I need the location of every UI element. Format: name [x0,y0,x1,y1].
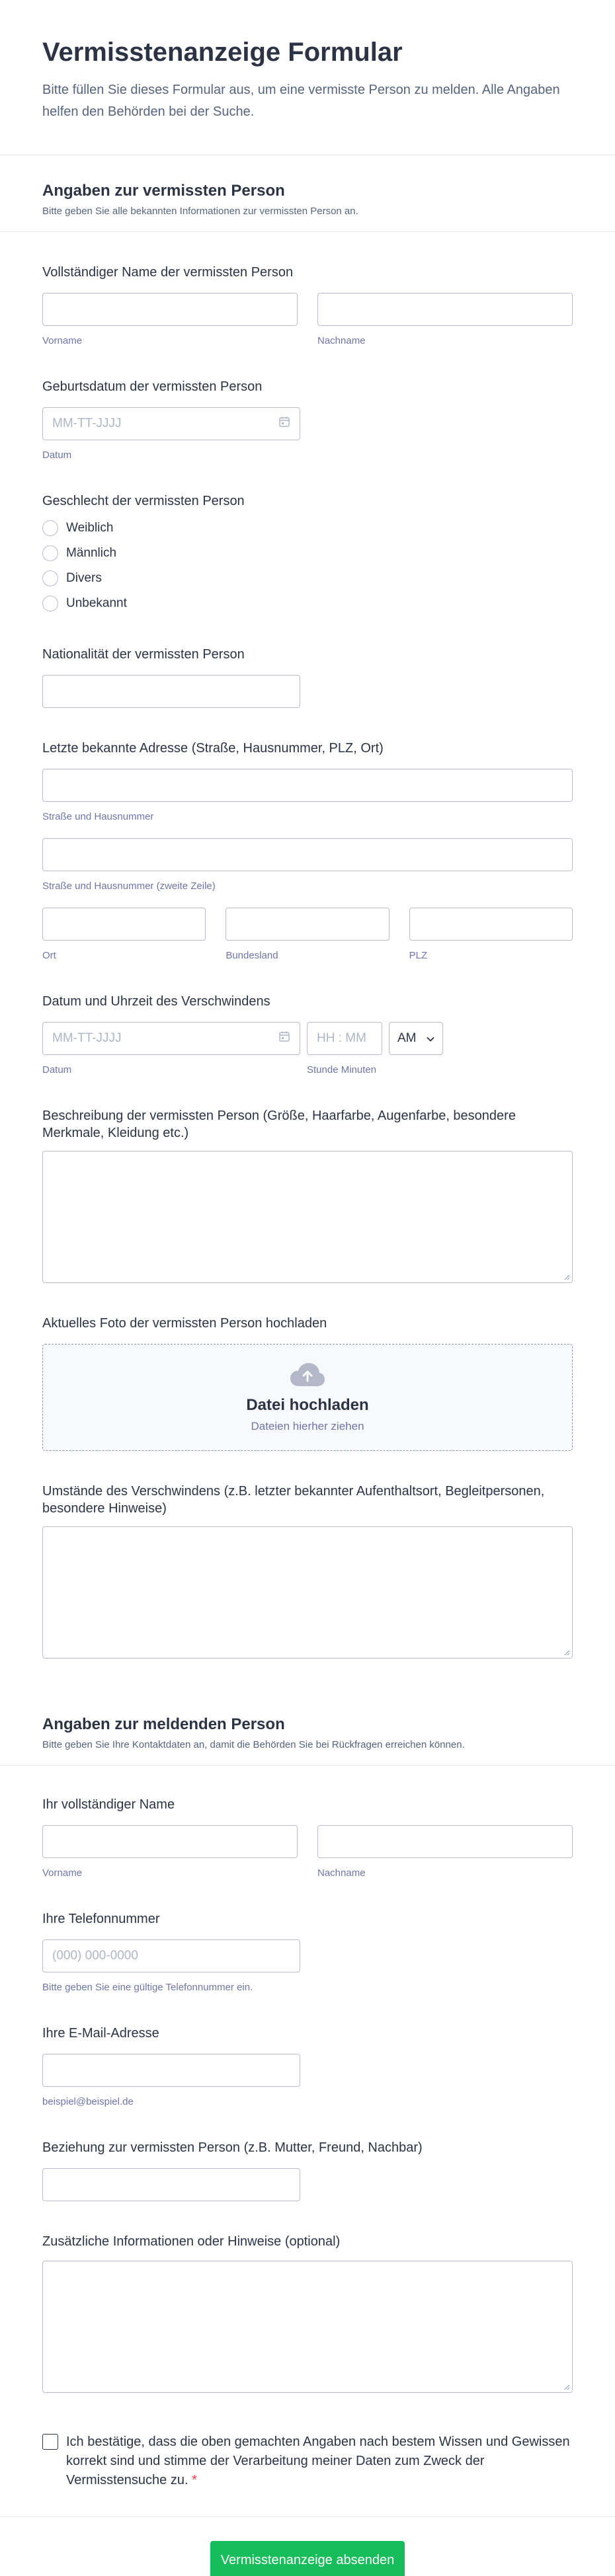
reporter-name-field [0,1796,615,1879]
disappearance-time-sublabel: Stunde Minuten [307,1064,377,1075]
section-subtitle: Bitte geben Sie Ihre Kontaktdaten an, damit die Behörden Sie bei Rückfragen erreichen können. [42,1739,465,1750]
section-title: Angaben zur vermissten Person [42,182,285,200]
radio-circle[interactable] [42,570,58,586]
reporter-name-label: Ihr vollständiger Name [42,1797,175,1812]
address-label: Letzte bekannte Adresse (Straße, Hausnummer, PLZ, Ort) [42,741,384,756]
calendar-icon[interactable] [278,416,290,432]
section-subtitle: Bitte geben Sie alle bekannten Informationen zur vermissten Person an. [42,206,358,217]
description-label: Beschreibung der vermissten Person (Größe, Haarfarbe, Augenfarbe, besondere Merkmale, Kleidung etc.) [42,1109,516,1140]
phone-input[interactable] [42,1939,300,1972]
last-name-input[interactable] [317,293,573,326]
description-field [0,1107,615,1283]
state-sublabel: Bundesland [226,950,278,961]
form-header [0,0,615,155]
birthdate-input[interactable] [42,407,300,440]
gender-option-label: Divers [66,571,102,585]
consent-label: Ich bestätige, dass die oben gemachten Angaben nach bestem Wissen und Gewissen korrekt sind und stimme der Verarbeitung meiner Daten zum Zweck der Vermisstensuche zu. [66,2435,570,2487]
gender-option-label: Männlich [66,546,117,560]
disappearance-date-sublabel: Datum [42,1064,72,1075]
chevron-down-icon [427,1031,434,1046]
first-name-input[interactable] [42,293,298,326]
consent-field [0,2433,615,2490]
reporter-first-name-input[interactable] [42,1825,298,1858]
disappearance-field [0,993,615,1075]
radio-circle[interactable] [42,596,58,611]
resize-handle-icon[interactable] [563,2384,570,2390]
street2-sublabel: Straße und Hausnummer (zweite Zeile) [42,880,216,892]
circumstances-textarea[interactable] [42,1526,573,1659]
ampm-select[interactable] [389,1022,443,1055]
address-field [0,740,615,961]
photo-field [0,1315,615,1451]
last-name-sublabel: Nachname [317,335,366,346]
section-title: Angaben zur meldenden Person [42,1715,285,1733]
gender-option-weiblich[interactable] [42,520,573,536]
email-sublabel: beispiel@beispiel.de [42,2096,134,2107]
gender-option-unbekannt[interactable] [42,596,573,611]
gender-field [0,492,615,611]
submit-button[interactable]: Vermisstenanzeige absenden [210,2541,405,2576]
first-name-sublabel: Vorname [42,335,83,346]
phone-sublabel: Bitte geben Sie eine gültige Telefonnummer ein. [42,1982,253,1993]
street1-input[interactable] [42,769,573,802]
reporter-last-name-input[interactable] [317,1825,573,1858]
gender-option-divers[interactable] [42,570,573,586]
form-title: Vermisstenanzeige Formular [42,38,403,67]
form-description: Bitte füllen Sie dieses Formular aus, um eine vermisste Person zu melden. Alle Angaben helfen den Behörden bei der Suche. [42,83,560,119]
email-field [0,2025,615,2107]
relation-label: Beziehung zur vermissten Person (z.B. Mutter, Freund, Nachbar) [42,2140,423,2155]
gender-option-label: Weiblich [66,521,114,535]
fullname-field [0,264,615,346]
upload-subtitle: Dateien hierher ziehen [251,1419,364,1432]
extra-textarea[interactable] [42,2261,573,2393]
required-mark: * [192,2473,197,2487]
resize-handle-icon[interactable] [563,1649,570,1656]
consent-text [66,2433,573,2490]
city-sublabel: Ort [42,950,56,961]
city-input[interactable] [42,908,206,941]
zip-input[interactable] [409,908,573,941]
zip-sublabel: PLZ [409,950,428,961]
email-input[interactable] [42,2054,300,2087]
disappearance-date-placeholder: MM-TT-JJJJ [52,1031,122,1045]
birthdate-placeholder: MM-TT-JJJJ [52,416,122,430]
circumstances-field [0,1483,615,1659]
radio-circle[interactable] [42,545,58,561]
extra-label: Zusätzliche Informationen oder Hinweise (optional) [42,2234,341,2249]
fullname-label: Vollständiger Name der vermissten Person [42,265,294,280]
extra-field [0,2233,615,2393]
gender-option-label: Unbekannt [66,596,127,610]
street1-sublabel: Straße und Hausnummer [42,811,154,822]
relation-input[interactable] [42,2168,300,2201]
phone-placeholder: (000) 000-0000 [52,1949,138,1963]
nationality-field [0,646,615,708]
disappearance-label: Datum und Uhrzeit des Verschwindens [42,994,270,1009]
birthdate-field [0,378,615,461]
cloud-upload-icon [290,1362,325,1391]
phone-field [0,1910,615,1993]
resize-handle-icon[interactable] [563,1274,570,1280]
nationality-input[interactable] [42,675,300,708]
radio-circle[interactable] [42,520,58,536]
calendar-icon[interactable] [278,1031,290,1046]
form-footer [0,2517,615,2576]
circumstances-label: Umstände des Verschwindens (z.B. letzter bekannter Aufenthaltsort, Begleitpersonen, besondere Hinweise) [42,1484,545,1516]
file-upload-dropzone[interactable] [42,1344,573,1451]
birthdate-label: Geburtsdatum der vermissten Person [42,379,263,394]
nationality-label: Nationalität der vermissten Person [42,647,245,662]
street2-input[interactable] [42,838,573,871]
reporter-last-name-sublabel: Nachname [317,1867,366,1879]
description-textarea[interactable] [42,1151,573,1283]
relation-field [0,2139,615,2201]
consent-checkbox[interactable] [42,2434,58,2450]
birthdate-sublabel: Datum [42,449,72,461]
reporter-first-name-sublabel: Vorname [42,1867,83,1879]
email-label: Ihre E-Mail-Adresse [42,2026,159,2041]
disappearance-time-placeholder: HH : MM [317,1031,366,1045]
disappearance-date-input[interactable] [42,1022,300,1055]
section-missing-person [0,155,615,232]
gender-label: Geschlecht der vermissten Person [42,494,245,508]
section-reporter [0,1685,615,1766]
gender-option-maennlich[interactable] [42,545,573,561]
disappearance-time-input[interactable] [307,1022,382,1055]
ampm-value: AM [397,1031,417,1045]
upload-title: Datei hochladen [246,1395,369,1414]
photo-label: Aktuelles Foto der vermissten Person hochladen [42,1316,327,1331]
state-input[interactable] [226,908,389,941]
phone-label: Ihre Telefonnummer [42,1912,160,1926]
